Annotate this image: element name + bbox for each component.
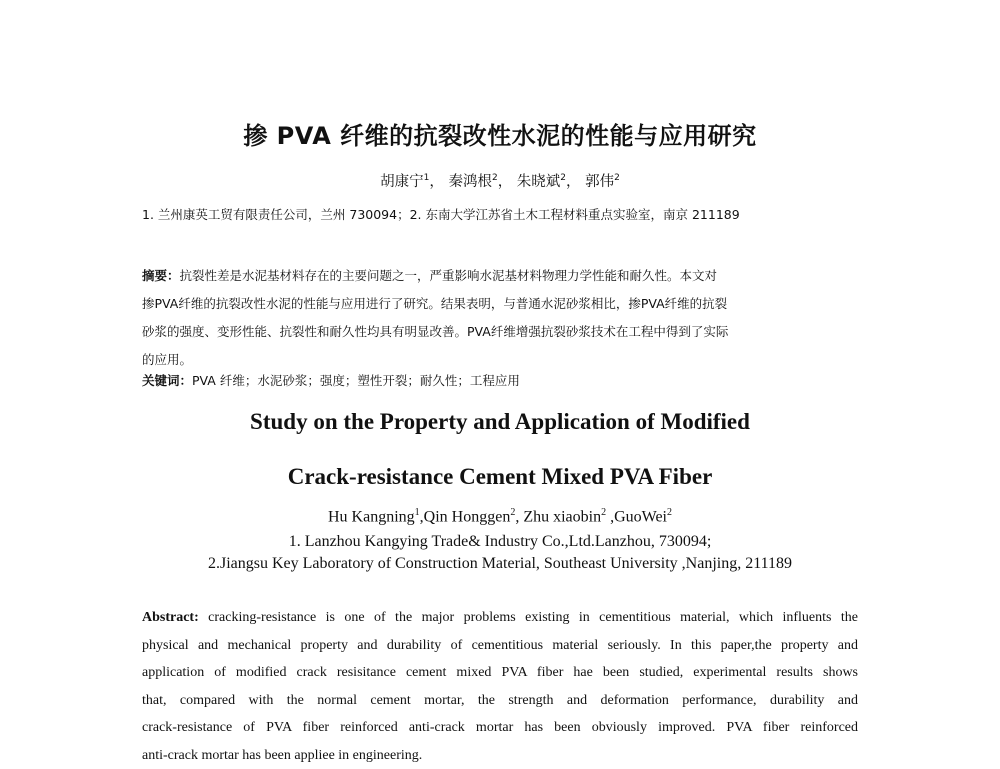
author-separator: ， bbox=[566, 174, 581, 190]
abstract-line: crack-resistance of PVA fiber reinforced anti-crack mortar has been obviously improved. PVA fiber reinforced bbox=[142, 714, 858, 742]
author-affil-mark: 2 bbox=[560, 173, 566, 183]
author-affil-mark: 2 bbox=[601, 507, 606, 518]
abstract-line: 砂浆的强度、变形性能、抗裂性和耐久性均具有明显改善。PVA纤维增强抗裂砂浆技术在工程中得到了实际 bbox=[142, 318, 858, 346]
author-affil-mark: 2 bbox=[667, 507, 672, 518]
english-abstract bbox=[142, 604, 858, 769]
author-name: Qin Honggen bbox=[424, 508, 511, 525]
author-separator: ， bbox=[498, 174, 513, 190]
chinese-authors bbox=[0, 170, 1000, 191]
abstract-line: physical and mechanical property and durability of cementitious material seriously. In this paper,the property and bbox=[142, 632, 858, 660]
author-affil-mark: 1 bbox=[415, 507, 420, 518]
author-affil-mark: 1 bbox=[424, 173, 430, 183]
abstract-text: 抗裂性差是水泥基材料存在的主要问题之一，严重影响水泥基材料物理力学性能和耐久性。本文对 bbox=[180, 268, 718, 283]
abstract-line: anti-crack mortar has been appliee in engineering. bbox=[142, 742, 858, 769]
english-affiliation-1: 1. Lanzhou Kangying Trade& Industry Co.,Ltd.Lanzhou, 730094; bbox=[0, 533, 1000, 551]
abstract-line: 掺PVA纤维的抗裂改性水泥的性能与应用进行了研究。结果表明，与普通水泥砂浆相比，掺PVA纤维的抗裂 bbox=[142, 290, 858, 318]
author-separator: , bbox=[515, 508, 523, 525]
chinese-abstract bbox=[142, 262, 858, 374]
author-name: Hu Kangning bbox=[328, 508, 415, 525]
author-name: GuoWei bbox=[614, 508, 667, 525]
english-affiliation-2: 2.Jiangsu Key Laboratory of Construction Material, Southeast University ,Nanjing, 211189 bbox=[0, 555, 1000, 573]
abstract-line: 的应用。 bbox=[142, 346, 858, 374]
chinese-title: 掺 PVA 纤维的抗裂改性水泥的性能与应用研究 bbox=[0, 116, 1000, 151]
author-name: 秦鸿根 bbox=[448, 174, 492, 190]
keywords-text: PVA 纤维；水泥砂浆；强度；塑性开裂；耐久性；工程应用 bbox=[192, 373, 520, 388]
abstract-text: cracking-resistance is one of the major problems existing in cementitious material, which influents the bbox=[199, 610, 858, 625]
author-name: 朱晓斌 bbox=[517, 174, 561, 190]
author-name: Zhu xiaobin bbox=[523, 508, 601, 525]
author-name: 郭伟 bbox=[585, 174, 614, 190]
abstract-line: application of modified crack resisitance cement mixed PVA fiber hae been studied, experimental results shows bbox=[142, 659, 858, 687]
author-separator: ， bbox=[429, 174, 444, 190]
chinese-keywords bbox=[142, 371, 858, 389]
author-separator: , bbox=[606, 508, 614, 525]
abstract-line: that, compared with the normal cement mortar, the strength and deformation performance, durability and bbox=[142, 687, 858, 715]
english-title-line-1: Study on the Property and Application of Modified bbox=[0, 409, 1000, 435]
author-affil-mark: 2 bbox=[510, 507, 515, 518]
abstract-line bbox=[142, 604, 858, 632]
english-authors bbox=[0, 507, 1000, 526]
keywords-label: 关键词： bbox=[142, 373, 192, 388]
abstract-label: Abstract: bbox=[142, 610, 199, 625]
abstract-line bbox=[142, 262, 858, 290]
english-title-line-2: Crack-resistance Cement Mixed PVA Fiber bbox=[0, 464, 1000, 490]
author-separator: , bbox=[420, 508, 424, 525]
abstract-label: 摘要： bbox=[142, 268, 180, 283]
author-affil-mark: 2 bbox=[614, 173, 620, 183]
chinese-affiliation: 1. 兰州康英工贸有限责任公司，兰州 730094；2. 东南大学江苏省土木工程材料重点实验室，南京 211189 bbox=[142, 205, 858, 223]
author-name: 胡康宁 bbox=[380, 174, 424, 190]
author-affil-mark: 2 bbox=[492, 173, 498, 183]
